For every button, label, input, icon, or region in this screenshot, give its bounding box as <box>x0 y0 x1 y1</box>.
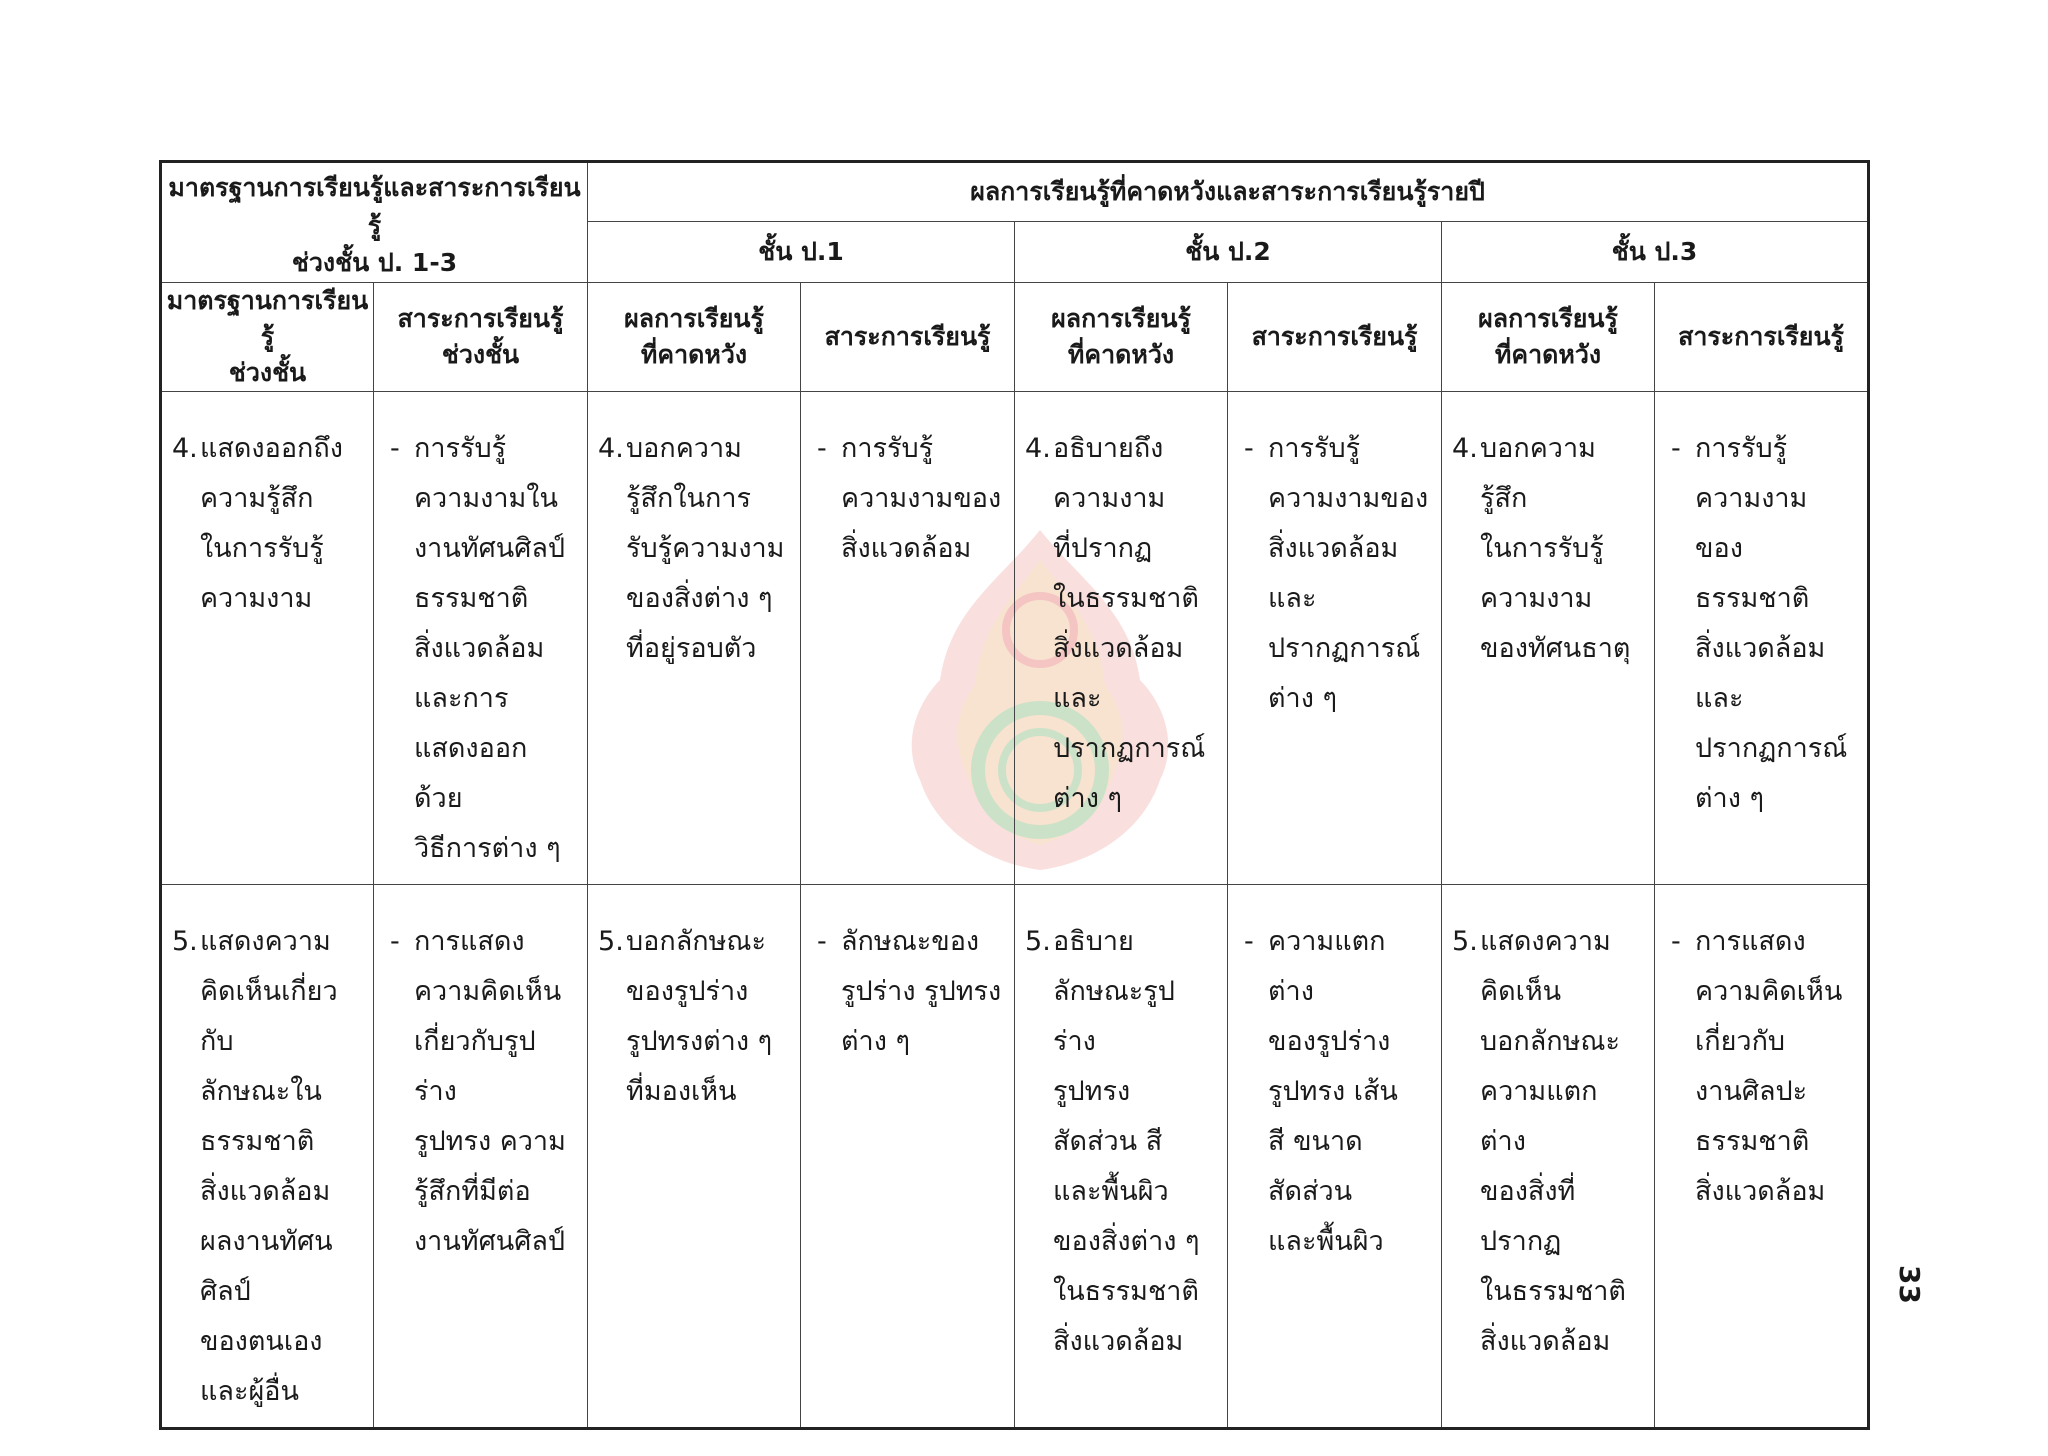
left-header-title: มาตรฐานการเรียนรู้และสาระการเรียนรู้ ช่วงชั้น ป. 1-3 <box>168 173 581 277</box>
p3-outcome-cell: 4. บอกความรู้สึก ในการรับรู้ ความงาม ของทัศนธาตุ <box>1442 392 1655 885</box>
grade-p2-header: ชั้น ป.2 <box>1015 222 1442 282</box>
col-p1-content-header: สาระการเรียนรู้ <box>801 282 1015 392</box>
p1-outcome-cell: 4. บอกความ รู้สึกในการ รับรู้ความงาม ของสิ่งต่าง ๆ ที่อยู่รอบตัว <box>588 392 801 885</box>
page-number: 33 <box>1892 1265 1926 1304</box>
p2-outcome-cell: 5. อธิบาย ลักษณะรูปร่าง รูปทรง สัดส่วน สี และพื้นผิว ของสิ่งต่าง ๆ ในธรรมชาติ สิ่งแวดล้อม <box>1015 885 1228 1429</box>
col-p3-content-header: สาระการเรียนรู้ <box>1655 282 1869 392</box>
right-header-title: ผลการเรียนรู้ที่คาดหวังและสาระการเรียนรู้รายปี <box>970 177 1485 207</box>
table-row <box>161 885 1869 1429</box>
p2-content-cell: - ความแตกต่าง ของรูปร่าง รูปทรง เส้น สี ขนาด สัดส่วน และพื้นผิว <box>1228 885 1442 1429</box>
col-content-range-header: สาระการเรียนรู้ ช่วงชั้น <box>374 282 588 392</box>
p1-content-cell: - ลักษณะของ รูปร่าง รูปทรง ต่าง ๆ <box>801 885 1015 1429</box>
col-p3-outcome-header: ผลการเรียนรู้ ที่คาดหวัง <box>1442 282 1655 392</box>
content-range-cell: - การรับรู้ ความงามใน งานทัศนศิลป์ ธรรมชาติ สิ่งแวดล้อม และการ แสดงออกด้วย วิธีการต่าง ๆ <box>374 392 588 885</box>
standard-cell: 4. แสดงออกถึง ความรู้สึก ในการรับรู้ ความงาม <box>161 392 374 885</box>
curriculum-table <box>159 160 1870 1430</box>
p2-content-cell: - การรับรู้ ความงามของ สิ่งแวดล้อมและ ปรากฏการณ์ ต่าง ๆ <box>1228 392 1442 885</box>
p1-outcome-cell: 5. บอกลักษณะ ของรูปร่าง รูปทรงต่าง ๆ ที่มองเห็น <box>588 885 801 1429</box>
col-p2-content-header: สาระการเรียนรู้ <box>1228 282 1442 392</box>
p2-outcome-cell: 4. อธิบายถึง ความงาม ที่ปรากฏ ในธรรมชาติ สิ่งแวดล้อมและ ปรากฏการณ์ ต่าง ๆ <box>1015 392 1228 885</box>
table-row <box>161 392 1869 885</box>
grade-p3-header: ชั้น ป.3 <box>1442 222 1869 282</box>
p3-outcome-cell: 5. แสดงความ คิดเห็น บอกลักษณะ ความแตกต่าง ของสิ่งที่ปรากฏ ในธรรมชาติ สิ่งแวดล้อม <box>1442 885 1655 1429</box>
grade-p1-header: ชั้น ป.1 <box>588 222 1015 282</box>
p3-content-cell: - การรับรู้ ความงามของ ธรรมชาติ สิ่งแวดล้อมและ ปรากฏการณ์ ต่าง ๆ <box>1655 392 1869 885</box>
p1-content-cell: - การรับรู้ ความงามของ สิ่งแวดล้อม <box>801 392 1015 885</box>
col-p2-outcome-header: ผลการเรียนรู้ ที่คาดหวัง <box>1015 282 1228 392</box>
standard-cell: 5. แสดงความ คิดเห็นเกี่ยวกับ ลักษณะใน ธรรมชาติ สิ่งแวดล้อม ผลงานทัศนศิลป์ ของตนเอง และผู้อื่น <box>161 885 374 1429</box>
col-p1-outcome-header: ผลการเรียนรู้ ที่คาดหวัง <box>588 282 801 392</box>
col-standard-header: มาตรฐานการเรียนรู้ ช่วงชั้น <box>161 282 374 392</box>
left-header-cell <box>161 162 588 283</box>
p3-content-cell: - การแสดง ความคิดเห็น เกี่ยวกับ งานศิลปะ ธรรมชาติ สิ่งแวดล้อม <box>1655 885 1869 1429</box>
right-header-cell <box>588 162 1869 222</box>
content-range-cell: - การแสดง ความคิดเห็น เกี่ยวกับรูปร่าง รูปทรง ความ รู้สึกที่มีต่อ งานทัศนศิลป์ <box>374 885 588 1429</box>
